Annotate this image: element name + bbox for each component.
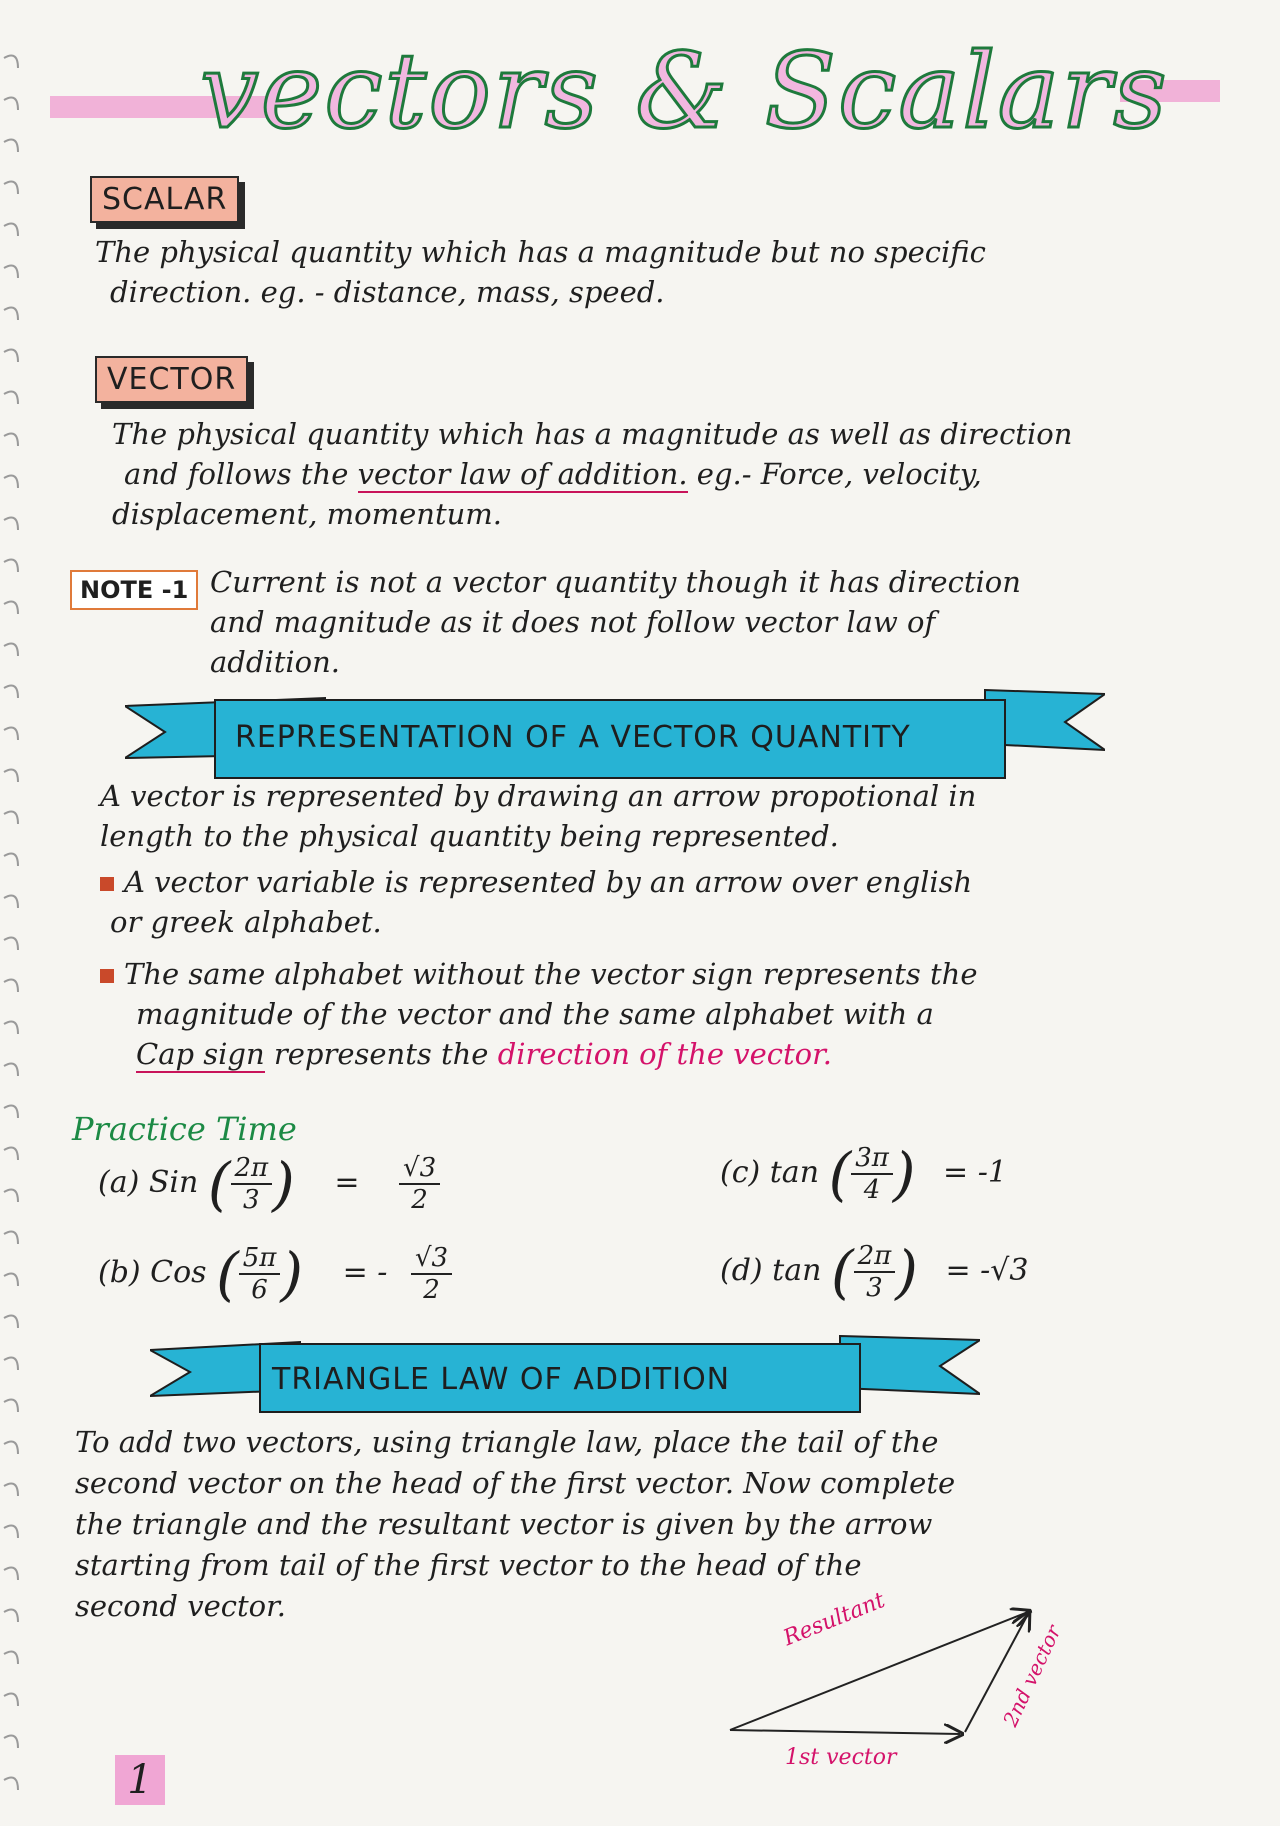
practice-item-d (720, 1238, 1028, 1306)
bullet-2-mid: represents the (273, 1037, 489, 1071)
triangle-line-3: the triangle and the resultant vector is given by the arrow (75, 1507, 933, 1541)
triangle-body (75, 1422, 1215, 1627)
first-vector-label: 1st vector (785, 1745, 897, 1770)
bullet-1-line-2: or greek alphabet. (110, 905, 382, 939)
vector-line-2 (112, 454, 1252, 494)
numerator: √3 (399, 1153, 440, 1185)
close-paren: ) (280, 1240, 304, 1308)
numerator: 2π (231, 1153, 273, 1185)
representation-bullet-1 (100, 862, 1240, 902)
second-vector-label: 2nd vector (998, 1621, 1066, 1731)
vector-line-2-end: eg.- Force, velocity, (696, 457, 982, 491)
vector-line-2-start: and follows the (124, 457, 349, 491)
representation-line-1: A vector is represented by drawing an arrow propotional in (100, 779, 977, 813)
item-b-fraction (239, 1243, 281, 1305)
representation-body (100, 776, 1240, 1074)
direction-phrase: direction of the vector. (497, 1037, 833, 1071)
bullet-square-icon (100, 969, 114, 983)
practice-heading: Practice Time (72, 1110, 297, 1148)
vector-law-phrase: vector law of addition. (357, 457, 688, 491)
triangle-line-1: To add two vectors, using triangle law, place the tail of the (75, 1425, 939, 1459)
item-a-fraction (231, 1153, 273, 1215)
bullet-square-icon (100, 877, 114, 891)
practice-item-b (98, 1240, 452, 1308)
numerator: √3 (411, 1243, 452, 1275)
resultant-label: Resultant (780, 1587, 889, 1652)
item-b-result (411, 1243, 452, 1305)
practice-item-a (98, 1150, 440, 1218)
equals: = (334, 1165, 360, 1200)
representation-line-2: length to the physical quantity being represented. (100, 819, 839, 853)
page-title: vectors & Scalars (200, 30, 1169, 152)
representation-bullet-2 (100, 954, 1240, 994)
practice-item-c (720, 1140, 1007, 1208)
close-paren: ) (892, 1140, 916, 1208)
close-paren: ) (895, 1238, 918, 1306)
denominator: 2 (423, 1275, 440, 1305)
denominator: 6 (251, 1275, 268, 1305)
vector-definition (112, 414, 1252, 534)
bullet-2-line-2: magnitude of the vector and the same alphabet with a (136, 997, 934, 1031)
item-a-label: (a) Sin (98, 1165, 199, 1200)
note-text (210, 562, 1250, 682)
note-label: NOTE -1 (70, 570, 198, 610)
open-paren: ( (830, 1238, 854, 1306)
representation-heading: REPRESENTATION OF A VECTOR QUANTITY (235, 720, 911, 755)
note-line-3: addition. (210, 645, 340, 679)
vector-line-1: The physical quantity which has a magnitude as well as direction (112, 417, 1073, 451)
open-paren: ( (207, 1150, 231, 1218)
item-a-result (399, 1153, 440, 1215)
note-line-2: and magnitude as it does not follow vector law of (210, 605, 936, 639)
item-d-result: = -√3 (945, 1253, 1029, 1288)
cap-sign-phrase: Cap sign (136, 1037, 265, 1071)
bullet-1-line-1: A vector variable is represented by an arrow over english (124, 865, 973, 899)
numerator: 2π (854, 1241, 896, 1273)
page-number: 1 (115, 1755, 165, 1805)
triangle-heading: TRIANGLE LAW OF ADDITION (272, 1362, 731, 1397)
triangle-line-4: starting from tail of the first vector to the head of the (75, 1548, 862, 1582)
resultant-arrow (730, 1612, 1028, 1730)
bullet-2-line-1: The same alphabet without the vector sign represents the (124, 957, 978, 991)
item-c-result: = -1 (943, 1155, 1007, 1190)
bullet-2-line-3 (100, 1034, 1240, 1074)
equals-minus: = - (342, 1255, 388, 1290)
first-vector-arrow (730, 1730, 960, 1734)
item-d-label: (d) tan (720, 1253, 822, 1288)
denominator: 3 (866, 1273, 883, 1303)
denominator: 4 (863, 1175, 881, 1205)
denominator: 3 (243, 1185, 260, 1215)
numerator: 3π (851, 1143, 893, 1175)
scalar-line-1: The physical quantity which has a magnitude but no specific (95, 235, 986, 269)
triangle-line-5: second vector. (75, 1589, 287, 1623)
vector-label: VECTOR (95, 356, 248, 403)
spiral-binding (0, 0, 30, 1826)
note-line-1: Current is not a vector quantity though it has direction (210, 565, 1021, 599)
item-c-fraction (851, 1143, 893, 1205)
close-paren: ) (272, 1150, 295, 1218)
numerator: 5π (239, 1243, 281, 1275)
scalar-definition (95, 232, 1235, 312)
item-c-label: (c) tan (720, 1155, 820, 1190)
scalar-label: SCALAR (90, 176, 239, 223)
triangle-line-2: second vector on the head of the first vector. Now complete (75, 1466, 956, 1500)
scalar-line-2: direction. eg. - distance, mass, speed. (110, 275, 665, 309)
item-d-fraction (854, 1241, 896, 1303)
denominator: 2 (411, 1185, 428, 1215)
item-b-label: (b) Cos (98, 1255, 207, 1290)
open-paren: ( (828, 1140, 852, 1208)
open-paren: ( (216, 1240, 239, 1308)
vector-line-3: displacement, momentum. (112, 497, 503, 531)
